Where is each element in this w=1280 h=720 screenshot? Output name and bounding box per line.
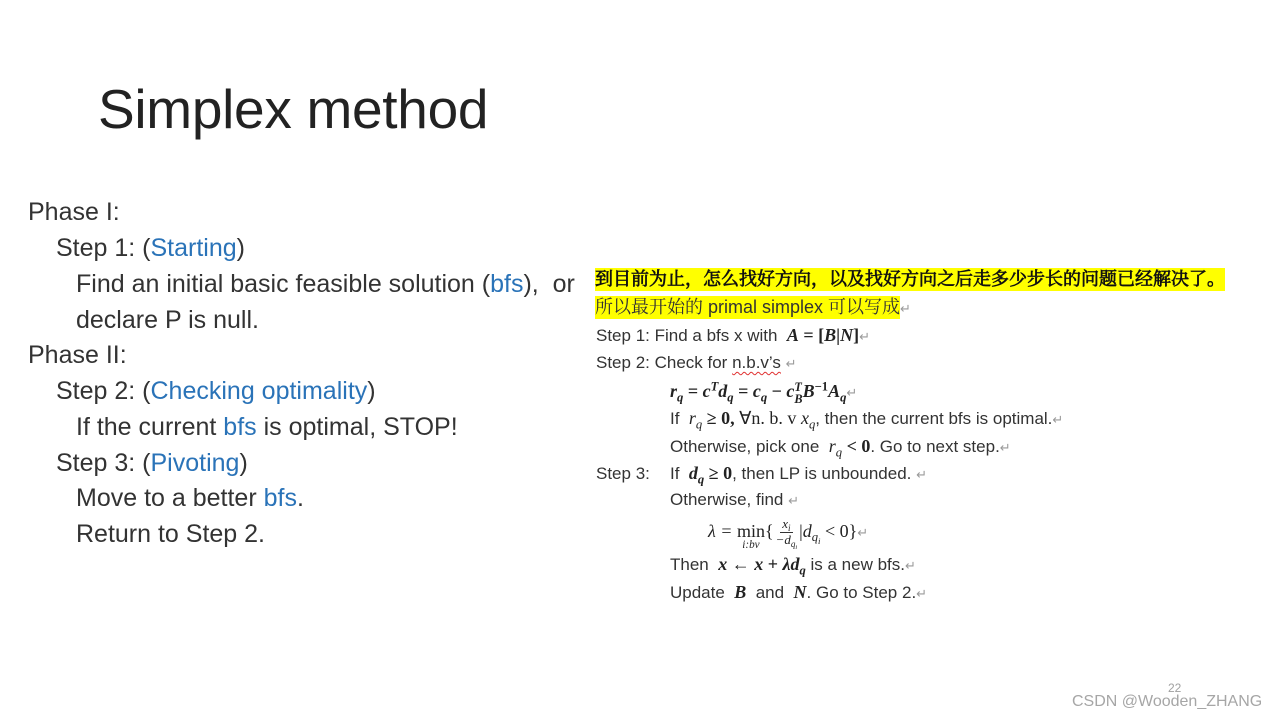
formula-subscript: q bbox=[811, 530, 819, 545]
step-3-return-line: Return to Step 2. bbox=[76, 520, 266, 548]
slide-page-number: 22 bbox=[1168, 681, 1182, 695]
update-basis-text: . Go to Step 2. bbox=[806, 583, 917, 602]
formula-symbol: A bbox=[786, 325, 799, 345]
formula-symbol: −d bbox=[775, 531, 791, 547]
algo-step-3-text: , then LP is unbounded. bbox=[732, 464, 917, 483]
formula-subscript: q bbox=[840, 390, 847, 405]
formula-operator: ≥ 0 bbox=[704, 463, 733, 483]
highlight-summary-text: 到目前为止，怎么找好方向，以及找好方向之后走多少步长的问题已经解决了。 bbox=[595, 269, 1225, 289]
formula-symbol: x bbox=[782, 516, 788, 531]
min-operator bbox=[737, 522, 765, 551]
formula-quantifier: ∀n. b. v bbox=[739, 408, 801, 428]
step-2-prefix: Step 2: ( bbox=[56, 377, 151, 405]
return-mark: ↵ bbox=[857, 525, 869, 541]
bfs-term: bfs bbox=[263, 484, 297, 512]
step-1-prefix: Step 1: ( bbox=[56, 234, 151, 262]
slide-title: Simplex method bbox=[98, 78, 489, 140]
formula-symbol: λd bbox=[782, 554, 800, 574]
fraction-denominator bbox=[775, 531, 799, 552]
formula-subscript: q bbox=[760, 390, 768, 405]
formula-symbol: N bbox=[840, 325, 854, 345]
algo-step-2-text: Step 2: Check for bbox=[596, 353, 733, 372]
step-2-description-text: If the current bbox=[76, 413, 224, 441]
ratio-test-line bbox=[708, 517, 868, 551]
formula-superscript: T bbox=[794, 379, 802, 394]
optimality-test-line bbox=[670, 407, 1063, 432]
step-1-description-text: ), or bbox=[523, 270, 575, 298]
formula-symbol: B bbox=[802, 381, 815, 401]
optimality-test-text: If bbox=[670, 409, 689, 428]
algo-step-3-line bbox=[596, 462, 927, 487]
formula-symbol: c bbox=[786, 381, 795, 401]
step-3-prefix: Step 3: ( bbox=[56, 449, 151, 477]
return-mark: ↵ bbox=[1052, 413, 1064, 428]
return-mark: ↵ bbox=[846, 386, 858, 401]
return-mark: ↵ bbox=[900, 302, 911, 317]
formula-operator: = bbox=[683, 381, 703, 401]
formula-subscript: i bbox=[795, 544, 798, 552]
formula-superscript: T bbox=[710, 379, 719, 394]
formula-operator: ] bbox=[853, 325, 860, 345]
formula-operator: < 0 bbox=[842, 436, 871, 456]
return-mark: ↵ bbox=[916, 468, 928, 483]
formula-symbol: d bbox=[802, 520, 812, 541]
basis-matrix-symbol: B bbox=[734, 582, 747, 602]
otherwise-find-text: Otherwise, find bbox=[670, 490, 789, 509]
return-mark: ↵ bbox=[904, 559, 916, 574]
formula-subscript: q bbox=[808, 417, 816, 432]
formula-symbol: x bbox=[754, 554, 764, 574]
formula-symbol: A bbox=[828, 381, 841, 401]
bfs-term: bfs bbox=[223, 413, 257, 441]
formula-symbol: r bbox=[670, 381, 678, 401]
formula-lhs: λ = bbox=[708, 520, 737, 541]
reduced-cost-formula bbox=[670, 379, 847, 406]
step-2-suffix: ) bbox=[367, 377, 376, 405]
watermark: CSDN @Wooden_ZHANG bbox=[1072, 693, 1263, 710]
formula-symbol: c bbox=[752, 381, 761, 401]
update-basis-text: and bbox=[746, 583, 794, 602]
formula-subscript: q bbox=[835, 445, 843, 460]
update-x-text: Then bbox=[670, 555, 719, 574]
optimality-test-formula bbox=[688, 408, 816, 432]
formula-operator: − bbox=[767, 381, 787, 401]
formula-superscript: −1 bbox=[814, 379, 829, 394]
unbounded-test-formula bbox=[688, 463, 733, 487]
formula-symbol: r bbox=[828, 436, 836, 456]
formula-subscript: q bbox=[790, 539, 796, 550]
algo-step-3-label: Step 3: bbox=[596, 464, 650, 483]
formula-operator: ← bbox=[727, 554, 755, 574]
step-3-description bbox=[76, 483, 304, 513]
formula-operator: ≥ 0, bbox=[702, 408, 740, 428]
step-3-suffix: ) bbox=[239, 449, 248, 477]
formula-subscript: i bbox=[818, 536, 821, 547]
step-3-description-text: . bbox=[296, 484, 304, 512]
formula-sup-sub-stack bbox=[794, 381, 802, 405]
formula-operator: < 0} bbox=[820, 520, 858, 541]
highlight-line-2 bbox=[595, 296, 911, 321]
step-3-keyword: Pivoting bbox=[150, 449, 240, 477]
formula-brace: { bbox=[764, 520, 774, 541]
algo-step-1-text: Step 1: Find a bfs x with bbox=[596, 326, 787, 345]
step-1-keyword: Starting bbox=[150, 234, 237, 262]
formula-subscript: q bbox=[695, 417, 703, 432]
formula-symbol: B bbox=[824, 325, 837, 345]
reduced-cost-line bbox=[670, 380, 857, 405]
optimality-test-text: , then the current bfs is optimal. bbox=[815, 409, 1053, 428]
formula-symbol: d bbox=[688, 463, 698, 483]
update-basis-text: Update bbox=[670, 583, 735, 602]
formula-operator: = bbox=[733, 381, 753, 401]
formula-subscript-group bbox=[790, 539, 798, 552]
min-operator-name: min bbox=[736, 520, 765, 541]
step-2-description-text: is optimal, STOP! bbox=[256, 413, 458, 441]
step-2-heading bbox=[56, 376, 376, 406]
return-mark: ↵ bbox=[859, 330, 871, 345]
formula-symbol: r bbox=[688, 408, 696, 428]
step-1-suffix: ) bbox=[236, 234, 245, 262]
step-2-keyword: Checking optimality bbox=[150, 377, 368, 405]
formula-symbol: x bbox=[718, 554, 728, 574]
update-basis-line bbox=[670, 581, 927, 606]
step-1-description-continued: declare P is null. bbox=[76, 306, 259, 334]
pick-entering-line bbox=[670, 435, 1011, 460]
phase-2-heading: Phase II: bbox=[28, 341, 127, 369]
formula-operator: | bbox=[799, 520, 803, 541]
step-3-heading bbox=[56, 448, 248, 478]
formula-subscript: B bbox=[794, 391, 803, 406]
formula-symbol: d bbox=[718, 381, 728, 401]
formula-subscript: q bbox=[697, 472, 705, 487]
highlight-intro-text: 所以最开始的 primal simplex 可以写成 bbox=[595, 297, 901, 317]
formula-subscript: q bbox=[799, 563, 806, 578]
formula-symbol: c bbox=[702, 381, 711, 401]
pick-entering-text: Otherwise, pick one bbox=[670, 437, 829, 456]
highlight-line-1 bbox=[595, 268, 1225, 291]
formula-operator: + bbox=[763, 554, 783, 574]
nonbasis-matrix-symbol: N bbox=[793, 582, 807, 602]
step-1-heading bbox=[56, 233, 245, 263]
step-1-description bbox=[76, 269, 575, 299]
pick-entering-formula bbox=[828, 436, 871, 460]
formula-symbol: x bbox=[800, 408, 809, 428]
phase-1-heading: Phase I: bbox=[28, 198, 120, 226]
step-3-description-text: Move to a better bbox=[76, 484, 264, 512]
return-mark: ↵ bbox=[788, 494, 800, 509]
ratio-test-formula bbox=[708, 516, 858, 552]
return-mark: ↵ bbox=[785, 357, 797, 372]
otherwise-find-line bbox=[670, 489, 799, 513]
algo-step-3-text: If bbox=[670, 464, 689, 483]
return-mark: ↵ bbox=[916, 587, 928, 602]
pick-entering-text: . Go to next step. bbox=[870, 437, 1000, 456]
formula-operator: = [ bbox=[798, 325, 825, 345]
ratio-fraction bbox=[775, 516, 799, 552]
basis-partition-formula bbox=[787, 325, 859, 345]
formula-subscript: q bbox=[677, 390, 684, 405]
update-x-text: is a new bfs. bbox=[805, 555, 905, 574]
formula-subscript: q bbox=[727, 390, 734, 405]
update-x-formula bbox=[718, 554, 806, 578]
update-x-line bbox=[670, 553, 916, 578]
min-operator-limit: i:bv bbox=[742, 538, 760, 551]
step-2-description bbox=[76, 412, 458, 442]
formula-subscript: i bbox=[787, 523, 791, 534]
algo-step-1-line bbox=[596, 324, 870, 349]
bfs-term: bfs bbox=[490, 270, 524, 298]
formula-operator: | bbox=[836, 325, 841, 345]
step-1-description-text: Find an initial basic feasible solution ( bbox=[76, 270, 491, 298]
algo-step-2-line bbox=[596, 352, 797, 376]
fraction-numerator bbox=[780, 517, 792, 533]
nbv-term: n.b.v’s bbox=[732, 353, 781, 372]
return-mark: ↵ bbox=[999, 441, 1011, 456]
